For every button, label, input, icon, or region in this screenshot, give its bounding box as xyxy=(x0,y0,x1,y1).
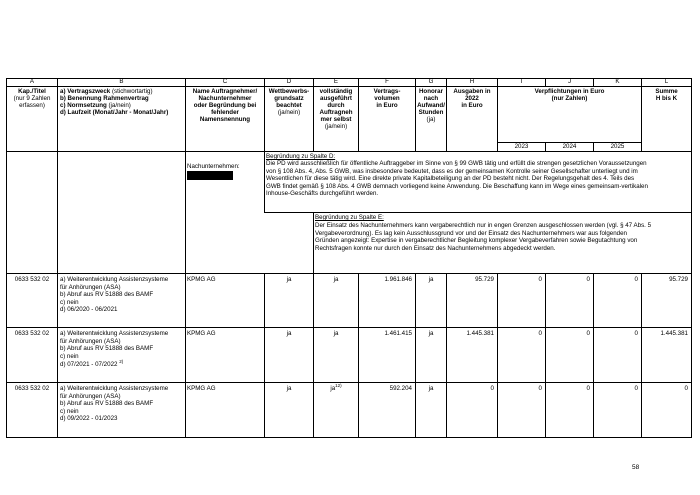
col-letter-g: G xyxy=(428,78,434,85)
col-letter-k: K xyxy=(615,78,620,85)
col-letter-j: J xyxy=(567,78,572,85)
footnote-marker: 12) xyxy=(335,382,342,388)
col-letter-l: L xyxy=(664,78,669,85)
col-letter-c: C xyxy=(222,78,228,85)
col-letter-i: I xyxy=(520,78,523,85)
header-year-2025: 2025 xyxy=(610,143,625,150)
note-d-border-left xyxy=(264,152,265,212)
row-kap: 0633 532 02 xyxy=(14,330,50,337)
note-d-border-bottom xyxy=(264,212,692,213)
col-letter-e: E xyxy=(333,78,339,85)
col-letter-a: A xyxy=(29,78,35,85)
col-border-jk-rows xyxy=(593,273,594,438)
col-letter-f: F xyxy=(385,78,389,85)
col-letter-d: D xyxy=(286,78,292,85)
col-border-bc xyxy=(185,78,186,438)
note-e-border-left xyxy=(313,212,314,273)
header-bottom-border xyxy=(6,151,692,152)
page-number: 58 xyxy=(632,464,640,471)
col-border-de-rows xyxy=(313,273,314,438)
col-border-ab xyxy=(57,78,58,438)
nachunternehmen-label: Nachunternehmen: xyxy=(187,163,240,170)
col-border-ij-rows xyxy=(545,273,546,438)
col-letter-h: H xyxy=(469,78,475,85)
col-border-left xyxy=(6,78,7,438)
col-border-cd-rows xyxy=(264,273,265,438)
row-kap: 0633 532 02 xyxy=(14,385,50,392)
row-auftragnehmer: KPMG AG xyxy=(187,276,216,283)
row3-top-border xyxy=(6,382,692,383)
header-year-2024: 2024 xyxy=(562,143,577,150)
redacted-name-bar xyxy=(187,171,233,180)
row-kap: 0633 532 02 xyxy=(14,276,50,283)
col-letter-b: B xyxy=(119,78,124,85)
letters-row-border xyxy=(6,86,692,87)
row1-top-border xyxy=(6,273,692,274)
header-year-2023: 2023 xyxy=(514,143,529,150)
col-border-gh-rows xyxy=(446,273,447,438)
col-border-fg-rows xyxy=(415,273,416,438)
row-auftragnehmer: KPMG AG xyxy=(187,385,216,392)
footnote-marker: 2) xyxy=(119,358,124,364)
col-border-kl-rows xyxy=(641,273,642,438)
table-border-bottom xyxy=(6,437,692,438)
row2-top-border xyxy=(6,327,692,328)
col-border-right xyxy=(691,78,692,438)
col-border-ef-rows xyxy=(358,273,359,438)
col-border-hi-rows xyxy=(497,273,498,438)
row-auftragnehmer: KPMG AG xyxy=(187,330,216,337)
